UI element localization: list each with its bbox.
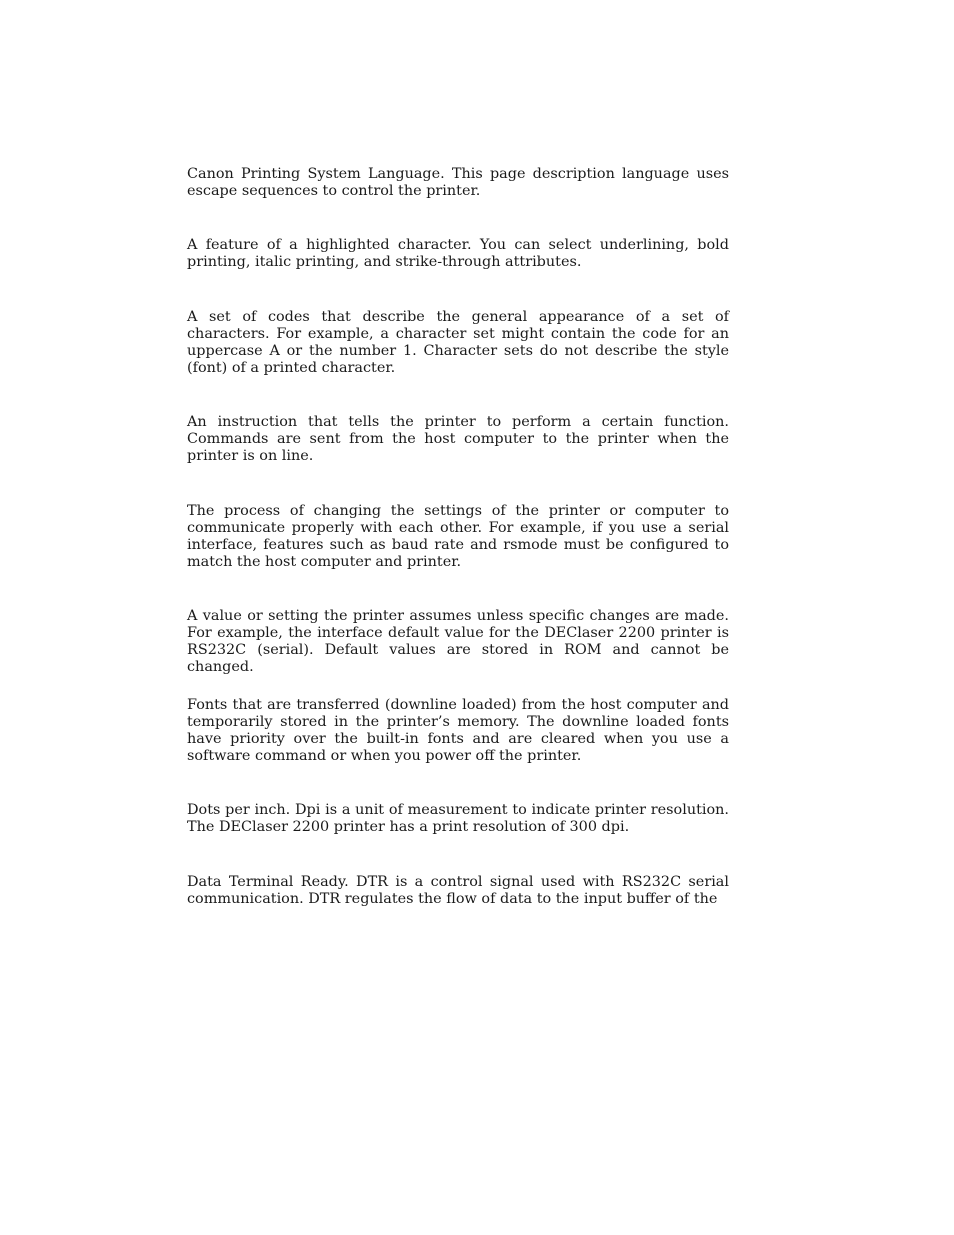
glossary-definition-character-attribute: A feature of a highlighted character. You can select underlining, bold printing, italic printing, and strike-through attributes. [187,237,729,270]
glossary-definition-dpi: Dots per inch. Dpi is a unit of measurement to indicate printer resolution. The DEClaser 2200 printer has a print resolution of 300 dpi. [187,802,729,835]
glossary-definition-default: A value or setting the printer assumes unless specific changes are made. For example, the interface default value for the DEClaser 2200 printer is RS232C (serial). Default values are stored in ROM and cannot be changed. [187,608,729,675]
glossary-definition-configuration: The process of changing the settings of the printer or computer to communicate properly with each other. For example, if you use a serial interface, features such as baud rate and rsmode must be configured to match the host computer and printer. [187,503,729,570]
glossary-definition-downline-loaded-fonts: Fonts that are transferred (downline loaded) from the host computer and temporarily stored in the printer’s memory. The downline loaded fonts have priority over the built-in fonts and are cleared when you use a software command or when you power off the printer. [187,697,729,764]
glossary-definition-dtr: Data Terminal Ready. DTR is a control signal used with RS232C serial communication. DTR regulates the flow of data to the input buffer of the [187,874,729,907]
glossary-definition-cpsl: Canon Printing System Language. This page description language uses escape sequences to control the printer. [187,166,729,199]
glossary-definition-character-set: A set of codes that describe the general appearance of a set of characters. For example, a character set might contain the code for an uppercase A or the number 1. Character sets do not describe the style (font) of a printed character. [187,309,729,376]
glossary-definition-command: An instruction that tells the printer to perform a certain function. Commands are sent from the host computer to the printer when the printer is on line. [187,414,729,464]
